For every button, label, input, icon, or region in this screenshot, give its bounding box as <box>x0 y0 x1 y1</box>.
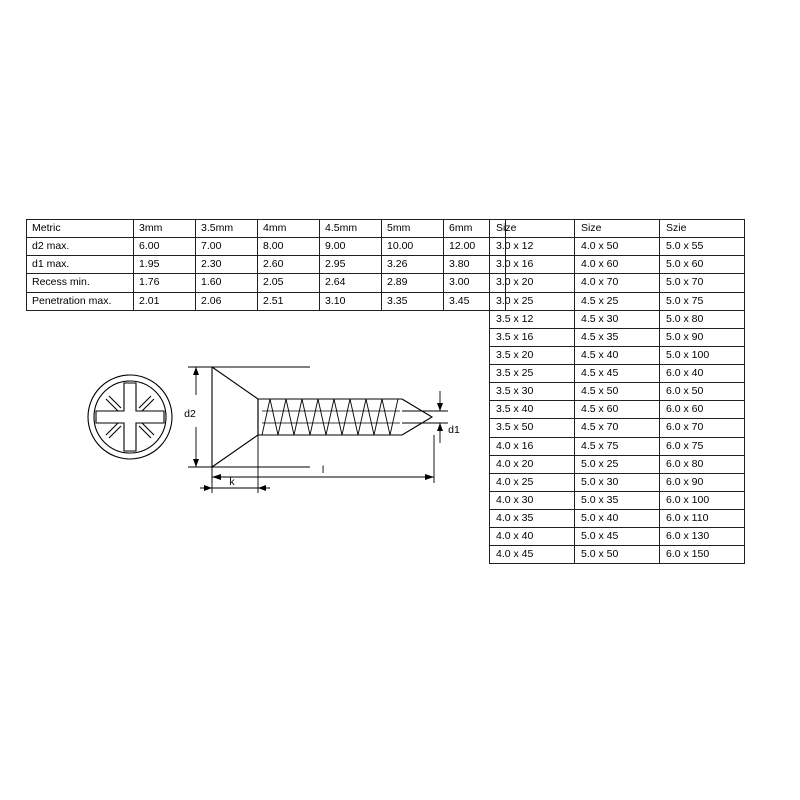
size-cell: 4.0 x 60 <box>575 256 660 274</box>
spec-cell: 1.76 <box>134 274 196 292</box>
pozidriv-recess-cross <box>96 383 164 451</box>
head-cone-profile <box>212 367 258 467</box>
size-cell: 3.0 x 12 <box>490 238 575 256</box>
size-cell: 3.5 x 16 <box>490 328 575 346</box>
size-cell: 6.0 x 75 <box>660 437 745 455</box>
spec-cell: 10.00 <box>382 238 444 256</box>
spec-cell: 1.60 <box>196 274 258 292</box>
size-cell: 4.5 x 45 <box>575 365 660 383</box>
size-cell: 5.0 x 75 <box>660 292 745 310</box>
d2-arrow-head-top <box>193 367 199 375</box>
table-row-header <box>490 220 745 238</box>
size-cell: 5.0 x 80 <box>660 310 745 328</box>
size-cell: 5.0 x 35 <box>575 491 660 509</box>
dimension-label-d2: d2 <box>184 408 196 420</box>
size-cell: 3.5 x 20 <box>490 346 575 364</box>
dimension-head-height <box>200 435 270 493</box>
table-row <box>490 491 745 509</box>
spec-cell: 3.26 <box>382 256 444 274</box>
size-cell: 4.0 x 25 <box>490 473 575 491</box>
size-cell: 6.0 x 100 <box>660 491 745 509</box>
drawing-svg <box>80 355 470 495</box>
table-row <box>490 437 745 455</box>
table-row <box>490 546 745 564</box>
size-cell: 4.0 x 20 <box>490 455 575 473</box>
spec-cell: 2.06 <box>196 292 258 310</box>
size-cell: 3.5 x 12 <box>490 310 575 328</box>
size-cell: 5.0 x 55 <box>660 238 745 256</box>
spec-cell: 7.00 <box>196 238 258 256</box>
dimension-label-k: k <box>229 476 235 488</box>
size-cell: 4.0 x 16 <box>490 437 575 455</box>
table-row <box>27 292 506 310</box>
size-cell: 4.0 x 70 <box>575 274 660 292</box>
dimension-label-l: l <box>321 464 325 476</box>
spec-cell: 2.05 <box>258 274 320 292</box>
spec-cell: 1.95 <box>134 256 196 274</box>
size-cell: 5.0 x 70 <box>660 274 745 292</box>
size-header-col1: Size <box>490 220 575 238</box>
size-cell: 6.0 x 80 <box>660 455 745 473</box>
size-cell: 3.0 x 25 <box>490 292 575 310</box>
table-row <box>490 383 745 401</box>
size-cell: 4.5 x 60 <box>575 401 660 419</box>
dimension-label-d1: d1 <box>448 424 460 436</box>
spec-header-3-5mm: 3.5mm <box>196 220 258 238</box>
size-cell: 4.5 x 35 <box>575 328 660 346</box>
table-row <box>490 528 745 546</box>
size-cell: 5.0 x 60 <box>660 256 745 274</box>
spec-row-label: d2 max. <box>27 238 134 256</box>
table-row-header <box>27 220 506 238</box>
table-row <box>490 346 745 364</box>
table-row <box>490 510 745 528</box>
size-cell: 4.0 x 35 <box>490 510 575 528</box>
k-arrow-head-left <box>204 485 212 491</box>
table-row <box>490 328 745 346</box>
size-cell: 5.0 x 25 <box>575 455 660 473</box>
size-cell: 6.0 x 150 <box>660 546 745 564</box>
size-cell: 4.0 x 50 <box>575 238 660 256</box>
table-row <box>490 238 745 256</box>
size-cell: 3.5 x 25 <box>490 365 575 383</box>
size-cell: 4.5 x 50 <box>575 383 660 401</box>
pozidriv-head-front-view <box>88 375 172 459</box>
d1-arrow-head-top <box>437 403 443 411</box>
size-cell: 4.0 x 40 <box>490 528 575 546</box>
table-row <box>490 419 745 437</box>
head-outer-circle <box>88 375 172 459</box>
size-cell: 5.0 x 100 <box>660 346 745 364</box>
spec-cell: 2.51 <box>258 292 320 310</box>
metric-spec-table <box>26 219 506 311</box>
spec-header-4mm: 4mm <box>258 220 320 238</box>
size-cell: 4.5 x 70 <box>575 419 660 437</box>
spec-cell: 2.30 <box>196 256 258 274</box>
thread-profile <box>262 399 400 435</box>
spec-cell: 2.64 <box>320 274 382 292</box>
spec-row-label: Penetration max. <box>27 292 134 310</box>
table-row <box>27 274 506 292</box>
size-cell: 6.0 x 70 <box>660 419 745 437</box>
size-cell: 6.0 x 110 <box>660 510 745 528</box>
size-cell: 3.0 x 20 <box>490 274 575 292</box>
size-cell: 6.0 x 90 <box>660 473 745 491</box>
size-cell: 4.0 x 45 <box>490 546 575 564</box>
size-cell: 3.5 x 30 <box>490 383 575 401</box>
table-row <box>490 274 745 292</box>
table-row <box>490 292 745 310</box>
spec-header-6mm: 6mm <box>444 220 506 238</box>
spec-cell: 6.00 <box>134 238 196 256</box>
size-cell: 5.0 x 40 <box>575 510 660 528</box>
spec-header-3mm: 3mm <box>134 220 196 238</box>
size-cell: 3.5 x 50 <box>490 419 575 437</box>
size-cell: 4.5 x 75 <box>575 437 660 455</box>
k-arrow-head-right <box>258 485 266 491</box>
table-row <box>490 310 745 328</box>
size-cell: 4.5 x 40 <box>575 346 660 364</box>
size-cell: 4.5 x 25 <box>575 292 660 310</box>
spec-header-5mm: 5mm <box>382 220 444 238</box>
size-cell: 6.0 x 50 <box>660 383 745 401</box>
spec-cell: 3.00 <box>444 274 506 292</box>
table-row <box>27 238 506 256</box>
d1-arrow-head-bottom <box>437 423 443 431</box>
spec-cell: 8.00 <box>258 238 320 256</box>
spec-cell: 9.00 <box>320 238 382 256</box>
spec-header-metric: Metric <box>27 220 134 238</box>
spec-cell: 12.00 <box>444 238 506 256</box>
spec-header-4-5mm: 4.5mm <box>320 220 382 238</box>
size-cell: 5.0 x 50 <box>575 546 660 564</box>
spec-row-label: d1 max. <box>27 256 134 274</box>
screw-point <box>402 399 432 435</box>
size-cell: 4.5 x 30 <box>575 310 660 328</box>
size-header-col3: Szie <box>660 220 745 238</box>
l-arrow-head-left <box>212 474 221 480</box>
size-cell: 6.0 x 40 <box>660 365 745 383</box>
l-arrow-head-right <box>425 474 434 480</box>
spec-cell: 3.80 <box>444 256 506 274</box>
dimension-d1 <box>402 391 448 443</box>
table-row <box>27 256 506 274</box>
size-cell: 3.5 x 40 <box>490 401 575 419</box>
spec-cell: 2.95 <box>320 256 382 274</box>
spec-row-label: Recess min. <box>27 274 134 292</box>
spec-cell: 2.60 <box>258 256 320 274</box>
table-row <box>490 401 745 419</box>
table-row <box>490 455 745 473</box>
size-cell: 6.0 x 60 <box>660 401 745 419</box>
spec-cell: 3.45 <box>444 292 506 310</box>
spec-cell: 3.10 <box>320 292 382 310</box>
size-cell: 6.0 x 130 <box>660 528 745 546</box>
table-row <box>490 256 745 274</box>
size-listing-table <box>489 219 745 564</box>
size-cell: 3.0 x 16 <box>490 256 575 274</box>
spec-cell: 2.01 <box>134 292 196 310</box>
size-cell: 5.0 x 45 <box>575 528 660 546</box>
size-cell: 5.0 x 90 <box>660 328 745 346</box>
spec-cell: 2.89 <box>382 274 444 292</box>
size-header-col2: Size <box>575 220 660 238</box>
head-inner-circle <box>94 381 166 453</box>
size-cell: 5.0 x 30 <box>575 473 660 491</box>
size-cell: 4.0 x 30 <box>490 491 575 509</box>
table-row <box>490 473 745 491</box>
spec-cell: 3.35 <box>382 292 444 310</box>
table-row <box>490 365 745 383</box>
d2-arrow-head-bottom <box>193 459 199 467</box>
screw-technical-drawing <box>80 355 470 495</box>
